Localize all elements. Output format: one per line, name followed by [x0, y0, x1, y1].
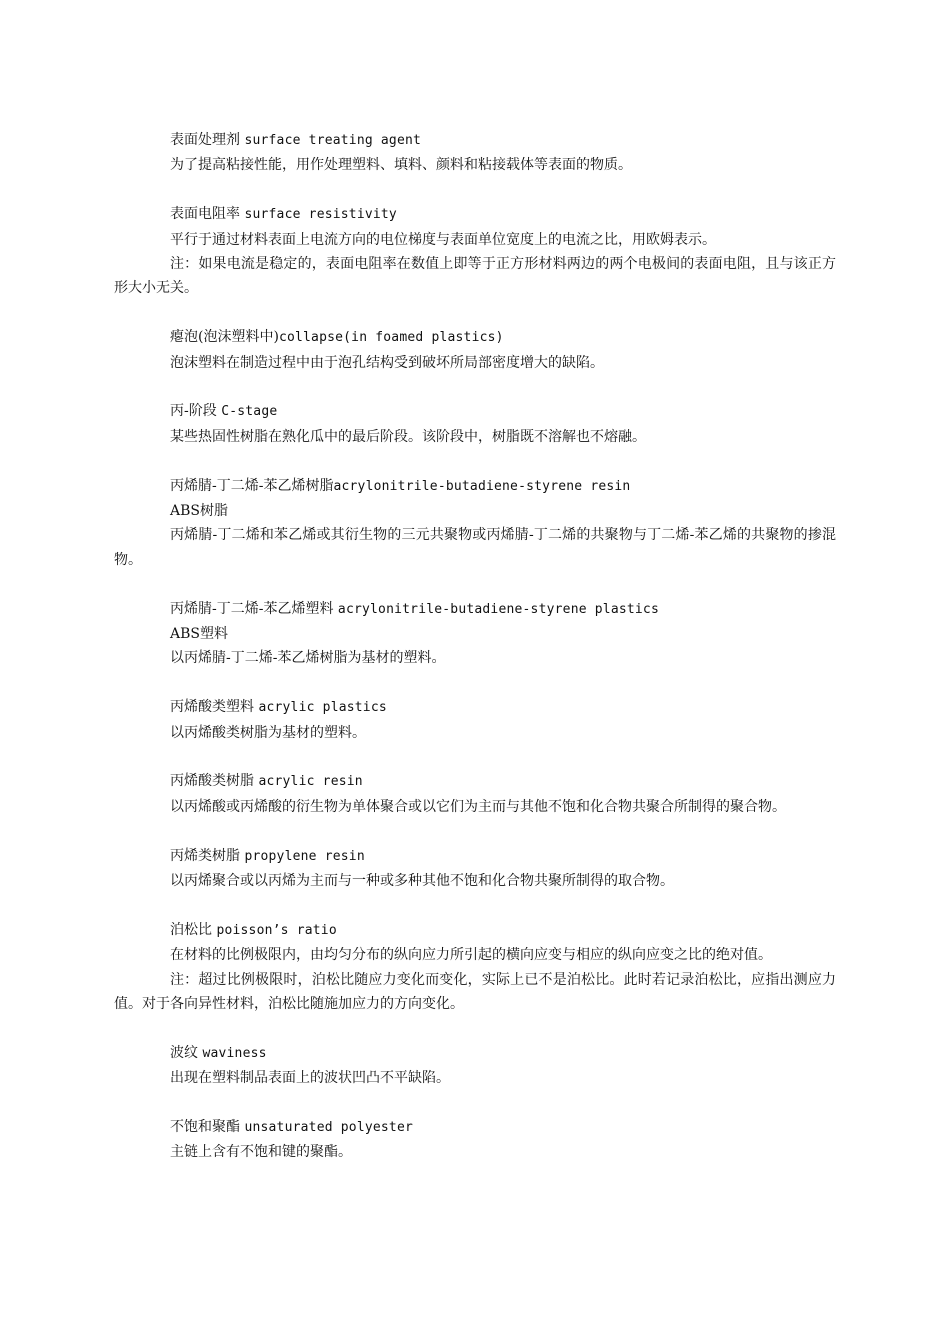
entry-definition: 以丙烯酸类树脂为基材的塑料。 [170, 724, 366, 741]
term-zh: 泊松比 [170, 921, 212, 938]
entry-definition: 为了提高粘接性能，用作处理塑料、填料、颜料和粘接载体等表面的物质。 [170, 157, 632, 174]
glossary-entry-acrylic-plastics [114, 695, 836, 745]
entry-heading [114, 202, 836, 227]
entry-alias: ABS树脂 [170, 503, 228, 520]
term-en: collapse(in foamed plastics) [278, 330, 504, 346]
document-page [114, 128, 836, 1189]
term-en: waviness [202, 1045, 267, 1061]
term-zh: 波纹 [170, 1044, 198, 1061]
entry-heading [114, 844, 836, 869]
term-zh: 丙-阶段 [170, 403, 217, 420]
entry-heading [114, 1115, 836, 1140]
term-en: acrylonitrile-butadiene-styrene resin [333, 478, 631, 494]
entry-heading [114, 128, 836, 153]
entry-heading [114, 918, 836, 943]
glossary-entry-abs-resin [114, 474, 836, 573]
glossary-entry-c-stage [114, 399, 836, 449]
entry-note: 注：如果电流是稳定的，表面电阻率在数值上即等于正方形材料两边的两个电极间的表面电阻，且与该正方形大小无关。 [114, 256, 836, 297]
glossary-entry-poissons-ratio [114, 918, 836, 1017]
entry-note: 注：超过比例极限时，泊松比随应力变化而变化，实际上已不是泊松比。此时若记录泊松比，应指出测应力值。对于各向异性材料，泊松比随施加应力的方向变化。 [114, 971, 836, 1013]
glossary-entry-surface-treating-agent [114, 128, 836, 178]
entry-heading [114, 399, 836, 424]
entry-definition: 在材料的比例极限内，由均匀分布的纵向应力所引起的横向应变与相应的纵向应变之比的绝对值。 [170, 947, 772, 964]
term-en: C-stage [221, 404, 278, 420]
glossary-entry-waviness [114, 1041, 836, 1091]
entry-definition: 丙烯腈-丁二烯和苯乙烯或其衍生物的三元共聚物或丙烯腈-丁二烯的共聚物与丁二烯-苯乙烯的共聚物的掺混物。 [114, 527, 836, 568]
term-en: acrylic resin [258, 774, 363, 790]
term-zh: 表面电阻率 [170, 206, 240, 223]
term-en: acrylonitrile-butadiene-styrene plastics [337, 601, 659, 617]
term-zh: 不饱和聚酯 [170, 1119, 240, 1136]
term-en: poisson’s ratio [216, 922, 337, 938]
entry-heading [114, 1041, 836, 1066]
entry-heading [114, 325, 836, 350]
term-zh: 丙烯腈-丁二烯-苯乙烯塑料 [170, 600, 334, 617]
term-en: surface resistivity [244, 207, 397, 223]
term-zh: 丙烯酸类塑料 [170, 699, 254, 716]
entry-definition: 某些热固性树脂在熟化瓜中的最后阶段。该阶段中，树脂既不溶解也不熔融。 [170, 428, 646, 445]
term-zh: 丙烯腈-丁二烯-苯乙烯树脂 [170, 477, 334, 494]
entry-alias: ABS塑料 [170, 626, 228, 643]
term-en: unsaturated polyester [244, 1120, 414, 1136]
entry-definition: 泡沫塑料在制造过程中由于泡孔结构受到破坏所局部密度增大的缺陷。 [170, 354, 604, 371]
entry-definition: 以丙烯酸或丙烯酸的衍生物为单体聚合或以它们为主而与其他不饱和化合物共聚合所制得的聚合物。 [170, 798, 786, 815]
entry-heading [114, 597, 836, 622]
term-en: propylene resin [244, 848, 365, 864]
entry-heading [114, 695, 836, 720]
glossary-entry-propylene-resin [114, 844, 836, 894]
term-en: surface treating agent [244, 133, 422, 148]
entry-heading [114, 769, 836, 794]
glossary-entry-surface-resistivity [114, 202, 836, 301]
glossary-entry-unsaturated-polyester [114, 1115, 836, 1165]
entry-definition: 以丙烯聚合或以丙烯为主而与一种或多种其他不饱和化合物共聚所制得的取合物。 [170, 873, 674, 890]
entry-heading [114, 474, 836, 499]
entry-definition: 平行于通过材料表面上电流方向的电位梯度与表面单位宽度上的电流之比，用欧姆表示。 [170, 231, 716, 248]
term-zh: 表面处理剂 [170, 132, 240, 148]
entry-definition: 以丙烯腈-丁二烯-苯乙烯树脂为基材的塑料。 [170, 650, 446, 667]
term-zh: 瘪泡(泡沫塑料中) [170, 329, 279, 346]
glossary-entry-collapse [114, 325, 836, 375]
term-zh: 丙烯酸类树脂 [170, 773, 254, 790]
term-en: acrylic plastics [258, 700, 387, 716]
entry-definition: 出现在塑料制品表面上的波状凹凸不平缺陷。 [170, 1070, 450, 1087]
glossary-entry-acrylic-resin [114, 769, 836, 819]
term-zh: 丙烯类树脂 [170, 847, 240, 864]
glossary-entry-abs-plastics [114, 597, 836, 671]
entry-definition: 主链上含有不饱和键的聚酯。 [170, 1144, 352, 1161]
